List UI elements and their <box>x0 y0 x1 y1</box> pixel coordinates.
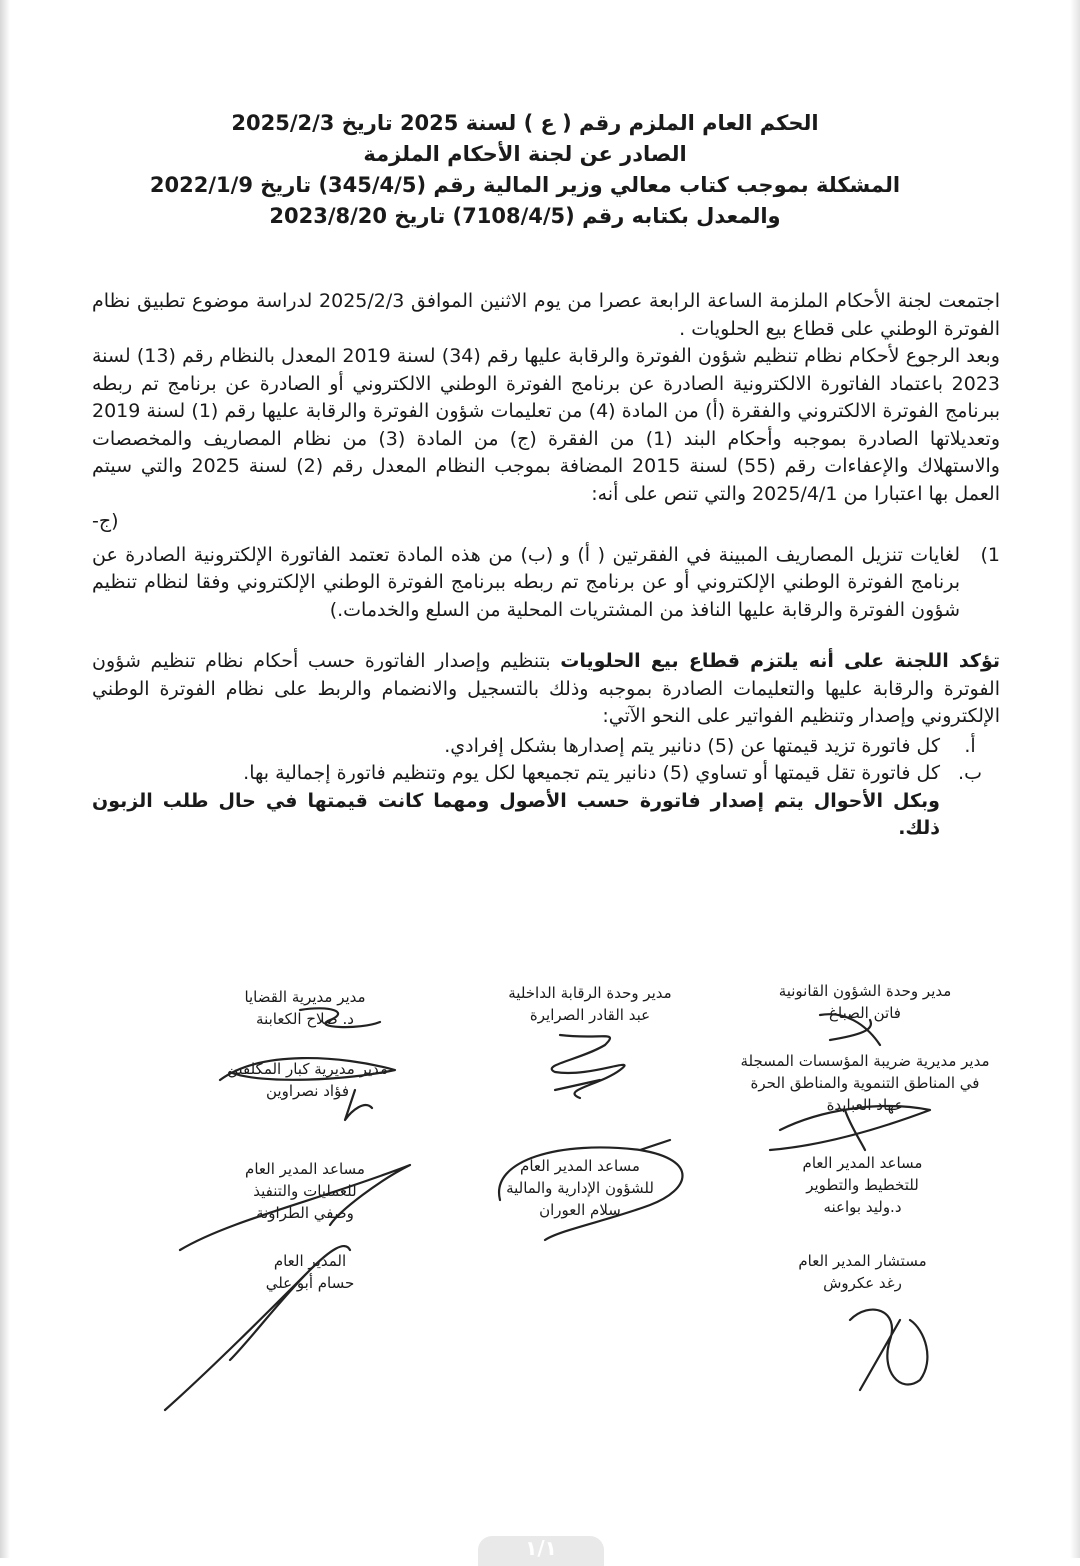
signatory-title: المدير العام <box>273 1252 347 1270</box>
signatory-litigation <box>215 986 395 1030</box>
ruling-title: الحكم العام الملزم رقم ( ع ) لسنة 2025 تاريخ 2025/2/3 <box>231 111 819 135</box>
signatory-title: مدير مديرية ضريبة المؤسسات المسجلة <box>740 1052 990 1070</box>
signatory-title: مساعد المدير العام <box>802 1154 923 1172</box>
signatory-title-line2: في المناطق التنموية والمناطق الحرة <box>750 1074 980 1092</box>
signatory-internal-audit <box>480 982 700 1026</box>
signatory-registered-corporations <box>735 1050 995 1116</box>
signature-stroke <box>850 1310 927 1390</box>
signatory-title: مدير مديرية كبار المكلفين <box>227 1060 388 1078</box>
signatory-advisor <box>780 1250 945 1294</box>
scan-edge-right <box>1070 0 1080 1558</box>
issuer-line: الصادر عن لجنة الأحكام الملزمة <box>363 142 687 166</box>
page-number: ١/١ <box>525 1536 557 1560</box>
signatory-title-line2: للعمليات والتنفيذ <box>253 1182 357 1200</box>
legal-reference-paragraph: وبعد الرجوع لأحكام نظام تنظيم شؤون الفوترة والرقابة عليها رقم (34) لسنة 2019 المعدل بالنظام رقم (13) لسنة 2023 باعتماد الفاتورة الالكترونية الصادرة عن برنامج الفوترة الوطني الالكتروني أو الصادرة عن برنامج تم ربطه ببرنامج الفوترة الالكتروني والفقرة (أ) من المادة (4) من تعليمات شؤون الفوترة والرقابة عليها رقم (1) لسنة 2019 وتعديلاتها الصادرة بموجبه وأحكام البند (1) من الفقرة (ج) من المادة (3) من نظام المصاريف والمخصصات والاستهلاك والإعفاءات رقم (55) لسنة 2015 المضافة بموجب النظام المعدل رقم (2) لسنة 2025 والتي سيتم العمل بها اعتبارا من 2025/4/1 والتي تنص على أنه: <box>92 345 1000 505</box>
signatory-name: رغد عكروش <box>823 1274 902 1292</box>
quoted-clause <box>92 542 1000 625</box>
list-item-text: كل فاتورة تقل قيمتها أو تساوي (5) دنانير يتم تجميعها لكل يوم وتنظيم فاتورة إجمالية بها. <box>243 762 940 784</box>
list-item <box>92 760 1000 788</box>
signatory-title: مدير مديرية القضايا <box>244 988 366 1006</box>
signatory-name: حسام أبو علي <box>265 1274 355 1292</box>
decision-bold-lead: تؤكد اللجنة على أنه يلتزم قطاع بيع الحلويات <box>560 650 1000 672</box>
signatory-director-general <box>255 1250 365 1294</box>
decision-block <box>92 648 1000 843</box>
signatory-operations <box>225 1158 385 1224</box>
list-item-label: أ. <box>964 734 976 757</box>
signatory-planning <box>775 1152 950 1218</box>
signatory-name: فؤاد نصراوين <box>266 1082 349 1100</box>
list-item-label: ب. <box>958 762 982 784</box>
meeting-paragraph: اجتمعت لجنة الأحكام الملزمة الساعة الرابعة عصرا من يوم الاثنين الموافق 2025/2/3 لدراسة موضوع تطبيق نظام الفوترة الوطني على قطاع بيع الحلويات . <box>92 290 1000 340</box>
signatory-title: مساعد المدير العام <box>245 1160 365 1178</box>
invoice-rules-list <box>92 733 1000 788</box>
clause-tag: (ج- <box>92 510 119 532</box>
decision-text: بتنظيم وإصدار الفاتورة حسب أحكام نظام تنظيم شؤون الفوترة والرقابة عليها والتعليمات الصادرة بموجبه وذلك بالتسجيل والانضمام والربط على نظام الفوترة الوطني الإلكتروني وإصدار وتنظيم الفواتير على النحو الآتي: <box>92 650 1000 727</box>
amendment-line: والمعدل بكتابه رقم (7108/4/5) تاريخ 2023/8/20 <box>269 204 781 228</box>
clause-number: 1) <box>980 543 1000 566</box>
signatory-title: مساعد المدير العام <box>520 1157 640 1175</box>
closing-statement: وبكل الأحوال يتم إصدار فاتورة حسب الأصول ومهما كانت قيمتها في حال طلب الزبون ذلك. <box>92 789 940 839</box>
signatory-name: سلام العوران <box>539 1201 621 1219</box>
document-header <box>140 108 910 232</box>
signatory-legal <box>760 980 970 1024</box>
signatory-name: وصفي الطراونة <box>256 1204 354 1222</box>
signatory-name: عبد القادر الصرايرة <box>529 1006 651 1024</box>
document-body <box>92 288 1000 843</box>
formation-line: المشكلة بموجب كتاب معالي وزير المالية رقم (345/4/5) تاريخ 2022/1/9 <box>149 173 901 197</box>
signatory-title: مدير وحدة الرقابة الداخلية <box>508 984 672 1002</box>
page-footer-tab <box>478 1536 604 1566</box>
signatory-large-taxpayers <box>215 1058 400 1102</box>
signatory-name: فاتن الصباغ <box>829 1004 901 1022</box>
signatory-title-line2: للتخطيط والتطوير <box>806 1176 919 1194</box>
clause-text: لغايات تنزيل المصاريف المبينة في الفقرتين ( أ) و (ب) من هذه المادة تعتمد الفاتورة الإلكترونية الصادرة عن برنامج الفوترة الوطني الإلكتروني أو عن برنامج تم ربطه ببرنامج الفوترة الوطني الإلكتروني وفقا لنظام تنظيم شؤون الفوترة والرقابة عليها النافذ من المشتريات المحلية من السلع والخدمات.) <box>92 543 960 621</box>
signatory-title: مستشار المدير العام <box>798 1252 927 1270</box>
signatory-title: مدير وحدة الشؤون القانونية <box>778 982 952 1000</box>
signatory-name: عهاد العبايدة <box>826 1096 904 1114</box>
signature-stroke <box>552 1035 625 1098</box>
signatory-admin-finance <box>490 1155 670 1221</box>
decision-paragraph <box>92 648 1000 731</box>
scan-edge-left <box>0 0 10 1558</box>
signatory-name: د. صلاح الكعابنة <box>256 1010 354 1028</box>
signatory-title-line2: للشؤون الإدارية والمالية <box>506 1179 654 1197</box>
signatory-name: د.وليد بواعنه <box>823 1198 902 1216</box>
list-item-text: كل فاتورة تزيد قيمتها عن (5) دنانير يتم إصدارها بشكل إفرادي. <box>444 734 940 757</box>
list-item <box>92 733 1000 761</box>
